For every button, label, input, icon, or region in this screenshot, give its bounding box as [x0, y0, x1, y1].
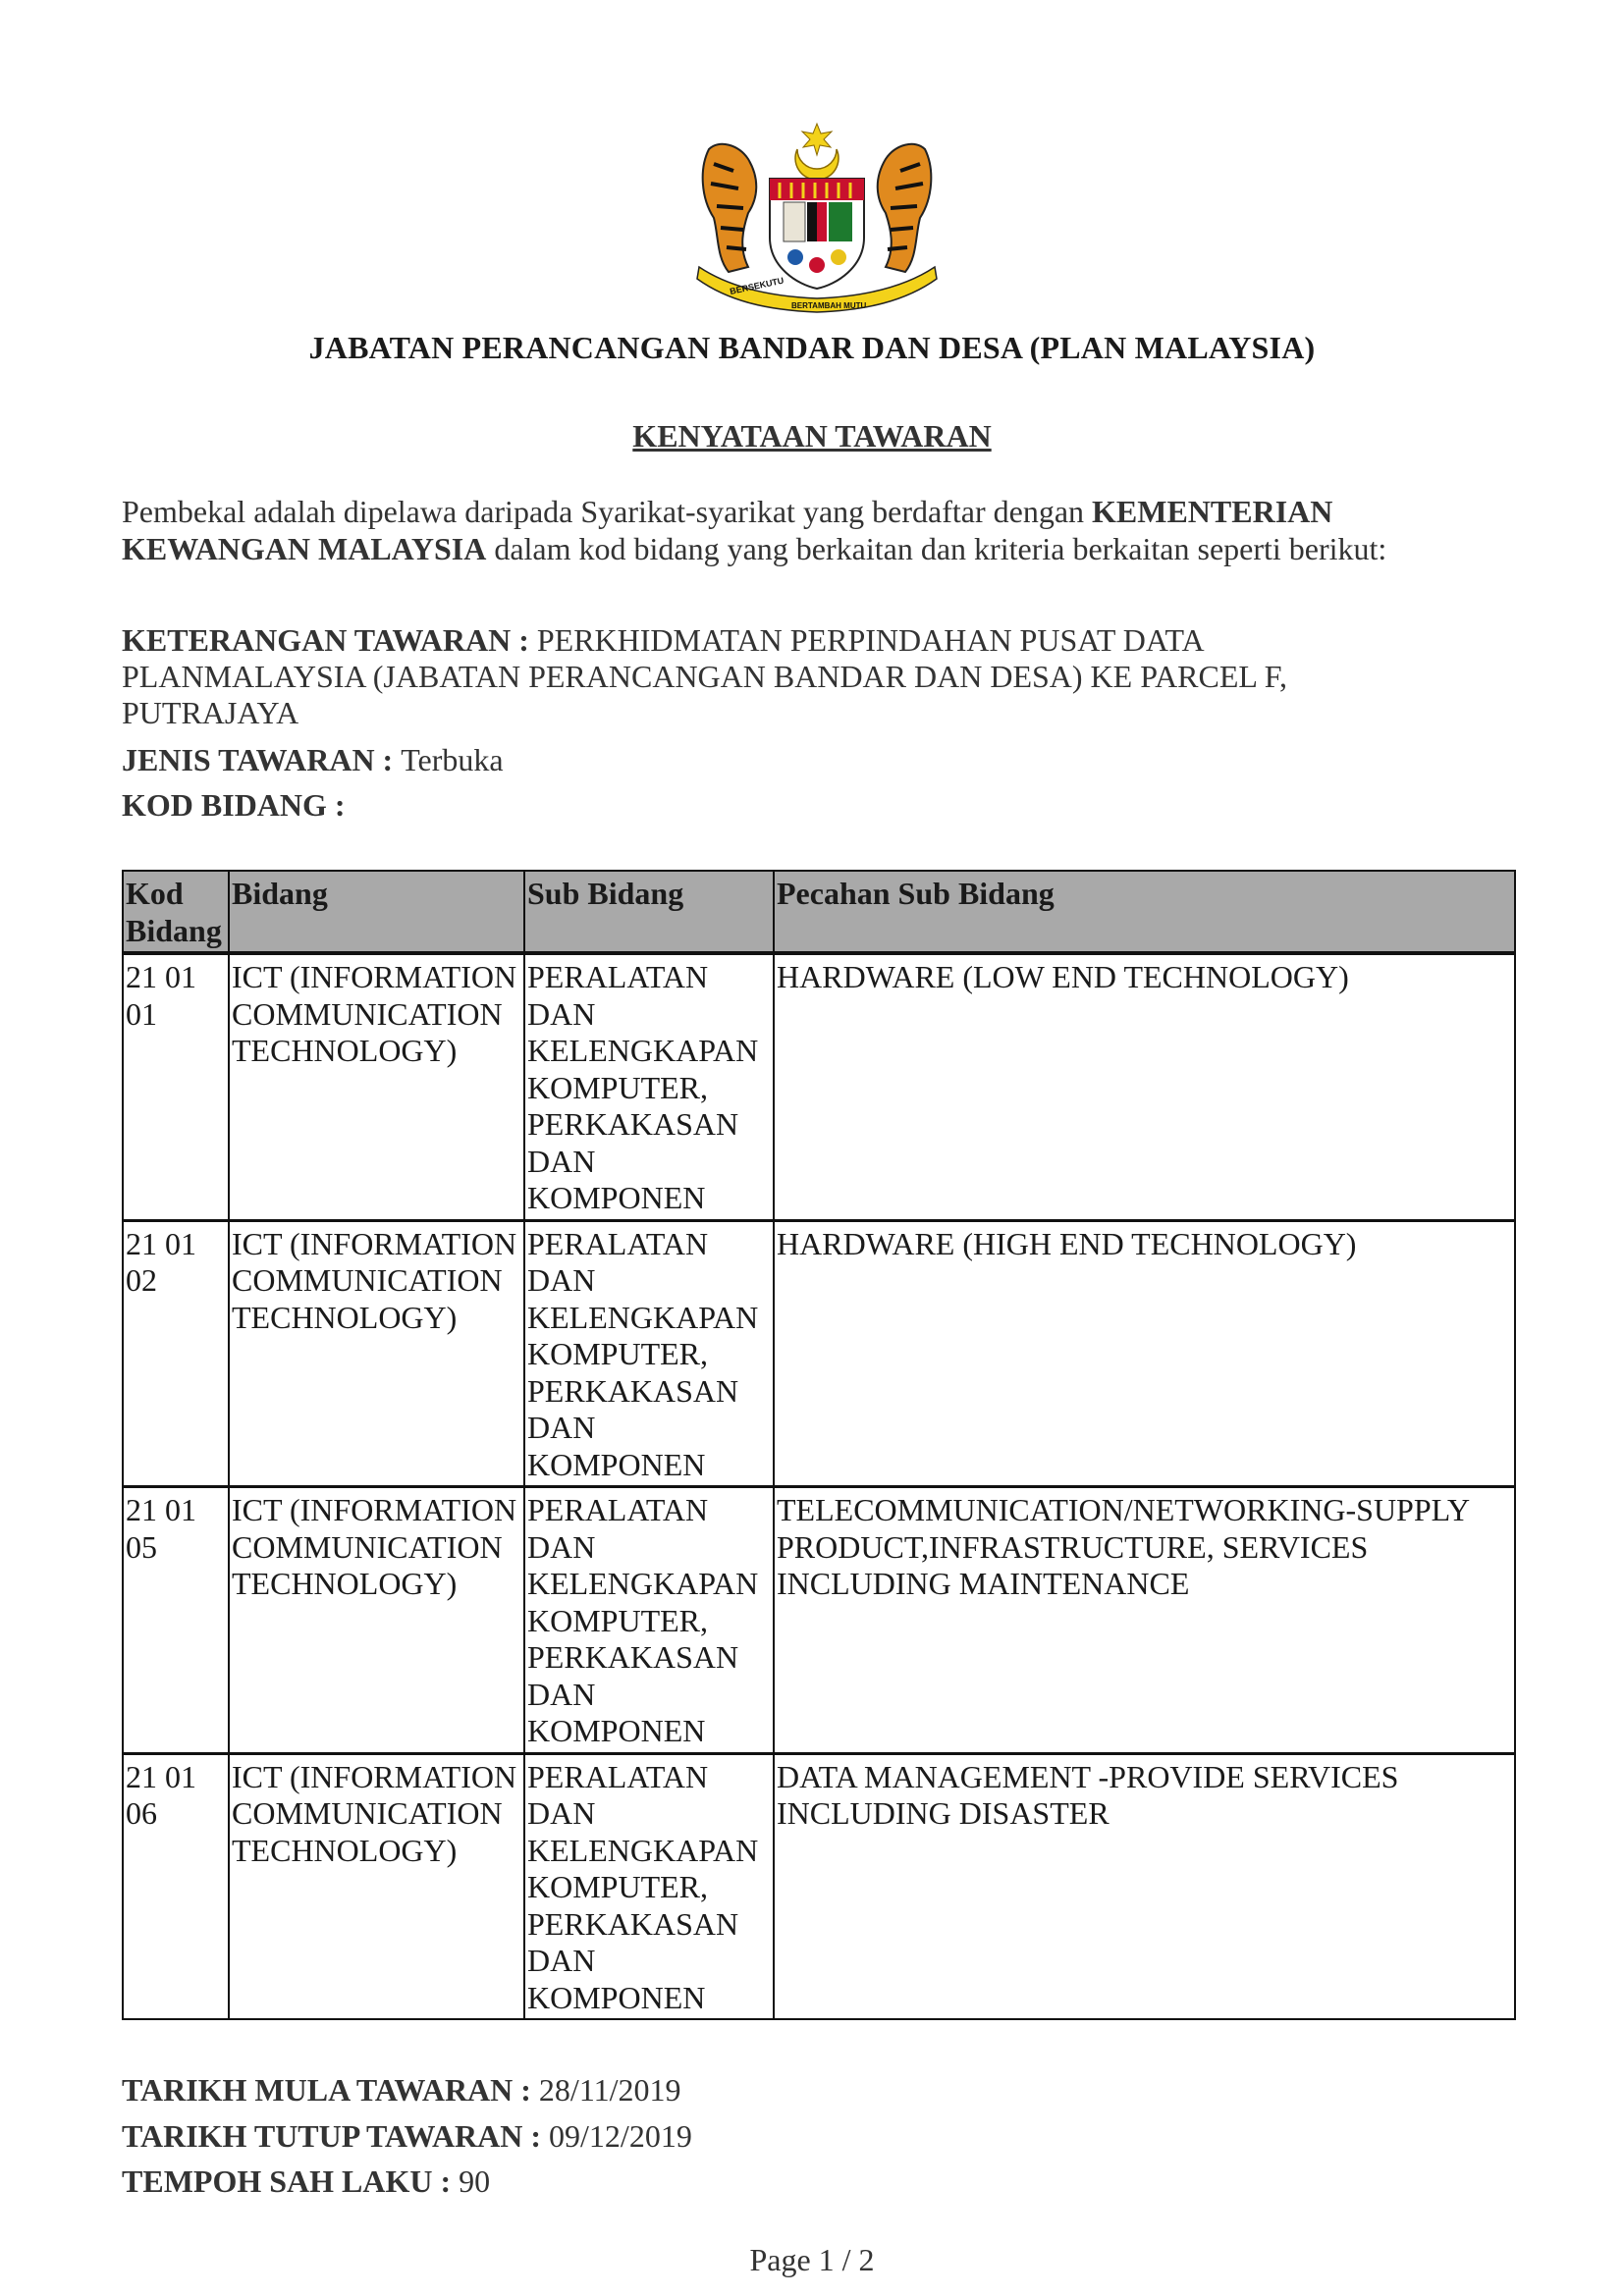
- start-date: [122, 2067, 692, 2113]
- offer-type-label: JENIS TAWARAN :: [122, 742, 402, 777]
- cell-bidang: ICT (INFORMATION COMMUNICATION TECHNOLOGY): [229, 953, 524, 1220]
- crest-motto-left: BERSEKUTU: [729, 275, 785, 296]
- cell-pecahan: TELECOMMUNICATION/NETWORKING-SUPPLY PRODUCT,INFRASTRUCTURE, SERVICES INCLUDING MAINTENANCE: [774, 1487, 1515, 1754]
- cell-kod: 21 01 06: [123, 1753, 229, 2019]
- cell-sub-bidang: PERALATAN DAN KELENGKAPAN KOMPUTER, PERKAKASAN DAN KOMPONEN: [524, 1487, 774, 1754]
- offer-description-line-1: PERKHIDMATAN PERPINDAHAN PUSAT DATA: [536, 622, 1205, 658]
- document-title: KENYATAAN TAWARAN: [632, 418, 992, 454]
- table-row: [123, 953, 1515, 1220]
- cell-bidang: ICT (INFORMATION COMMUNICATION TECHNOLOGY): [229, 1220, 524, 1487]
- validity-period-label: TEMPOH SAH LAKU :: [122, 2163, 460, 2199]
- intro-paragraph: [122, 493, 1516, 567]
- offer-description: [122, 622, 1398, 731]
- agency-name: JABATAN PERANCANGAN BANDAR DAN DESA (PLAN MALAYSIA): [308, 330, 1316, 365]
- cell-kod: 21 01 02: [123, 1220, 229, 1487]
- offer-description-label: KETERANGAN TAWARAN :: [122, 622, 537, 658]
- validity-period-value: 90: [459, 2163, 491, 2199]
- validity-period: [122, 2159, 692, 2205]
- cell-pecahan: HARDWARE (LOW END TECHNOLOGY): [774, 953, 1515, 1220]
- cell-kod: 21 01 05: [123, 1487, 229, 1754]
- closing-date-label: TARIKH TUTUP TAWARAN :: [122, 2117, 550, 2154]
- intro-text-2: dalam kod bidang yang berkaitan dan kriteria berkaitan seperti berikut:: [486, 531, 1387, 566]
- coat-of-arms-logo: [689, 120, 945, 316]
- cell-sub-bidang: PERALATAN DAN KELENGKAPAN KOMPUTER, PERKAKASAN DAN KOMPONEN: [524, 953, 774, 1220]
- intro-text-1: Pembekal adalah dipelawa daripada Syarikat-syarikat yang berdaftar dengan: [122, 494, 1093, 529]
- header-pecahan-sub-bidang: Pecahan Sub Bidang: [774, 871, 1515, 953]
- intro-bold-2: KEWANGAN MALAYSIA: [122, 531, 487, 566]
- offer-type: [122, 742, 504, 778]
- closing-date: [122, 2113, 692, 2160]
- start-date-label: TARIKH MULA TAWARAN :: [122, 2072, 539, 2108]
- table-header-row: [123, 871, 1515, 953]
- table-row: [123, 1220, 1515, 1487]
- offer-description-line-3: PUTRAJAYA: [122, 695, 299, 730]
- field-code-label: KOD BIDANG :: [122, 787, 346, 823]
- cell-bidang: ICT (INFORMATION COMMUNICATION TECHNOLOGY): [229, 1753, 524, 2019]
- cell-sub-bidang: PERALATAN DAN KELENGKAPAN KOMPUTER, PERKAKASAN DAN KOMPONEN: [524, 1753, 774, 2019]
- start-date-value: 28/11/2019: [538, 2072, 681, 2108]
- crest-motto-bottom: BERTAMBAH MUTU: [791, 301, 867, 310]
- page-number: Page 1 / 2: [749, 2242, 875, 2277]
- header-bidang: Bidang: [229, 871, 524, 953]
- cell-pecahan: DATA MANAGEMENT -PROVIDE SERVICES INCLUDING DISASTER: [774, 1753, 1515, 2019]
- field-code-table: [122, 870, 1516, 2020]
- cell-bidang: ICT (INFORMATION COMMUNICATION TECHNOLOGY): [229, 1487, 524, 1754]
- header-kod-bidang: Kod Bidang: [123, 871, 229, 953]
- cell-sub-bidang: PERALATAN DAN KELENGKAPAN KOMPUTER, PERKAKASAN DAN KOMPONEN: [524, 1220, 774, 1487]
- header-sub-bidang: Sub Bidang: [524, 871, 774, 953]
- table-row: [123, 1753, 1515, 2019]
- offer-dates: [122, 2067, 692, 2205]
- closing-date-value: 09/12/2019: [549, 2117, 692, 2154]
- cell-kod: 21 01 01: [123, 953, 229, 1220]
- intro-bold-1: KEMENTERIAN: [1092, 494, 1333, 529]
- offer-type-value: Terbuka: [401, 742, 504, 777]
- offer-description-line-2: PLANMALAYSIA (JABATAN PERANCANGAN BANDAR DAN DESA) KE PARCEL F,: [122, 659, 1287, 694]
- table-row: [123, 1487, 1515, 1754]
- cell-pecahan: HARDWARE (HIGH END TECHNOLOGY): [774, 1220, 1515, 1487]
